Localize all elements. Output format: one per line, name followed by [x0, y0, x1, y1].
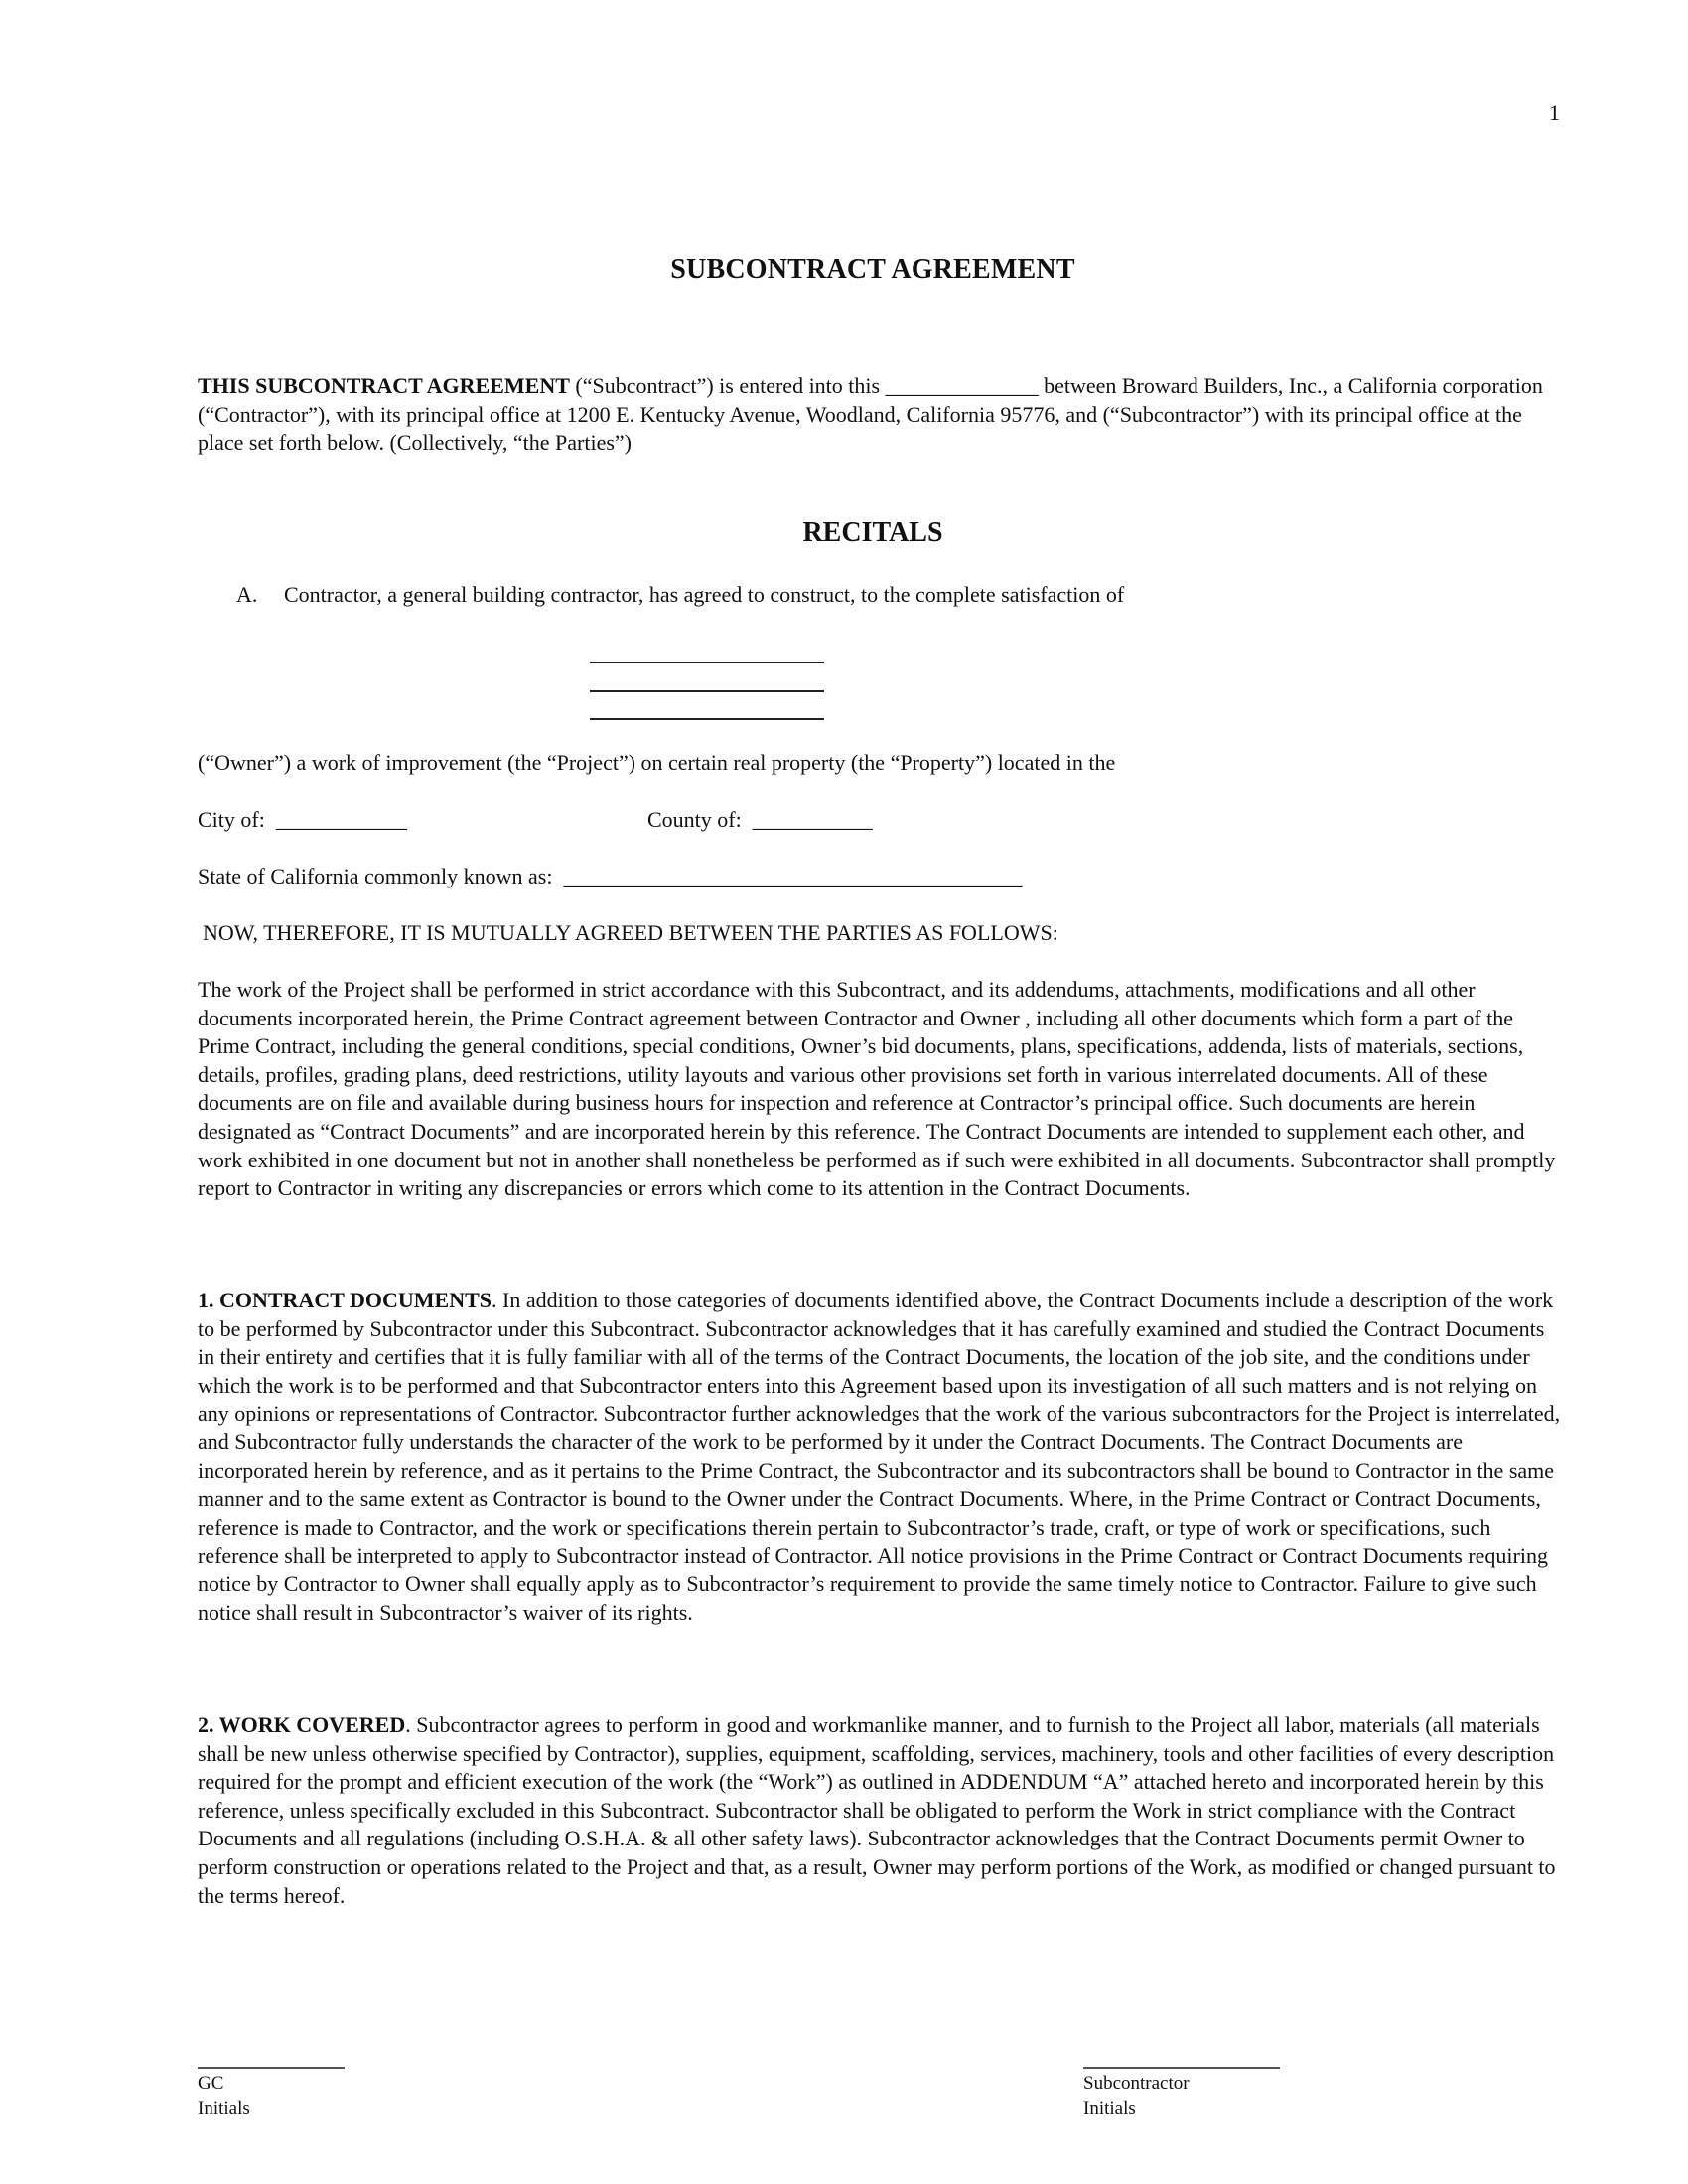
gc-initials-text: Initials	[198, 2098, 250, 2118]
city-label: City of:	[198, 807, 265, 832]
page-number: 1	[1549, 100, 1560, 125]
section-2-heading: 2. WORK COVERED	[198, 1712, 406, 1737]
work-paragraph: The work of the Project shall be performed in strict accordance with this Subcontract, and its addendums, attachments, modifications and all other documents incorporated herein, the Prime Contract agreement between Contractor and Owner , including all other documents which form a part of the Prime Contract, including the general conditions, special conditions, Owner’s bid documents, plans, specifications, addenda, lists of materials, sections, details, profiles, grading plans, deed restrictions, utility layouts and various other provisions set forth in various interrelated documents. All of these documents are on file and available during business hours for inspection and reference at Contractor’s principal office. Such documents are herein designated as “Contract Documents” and are incorporated herein by this reference. The Contract Documents are intended to supplement each other, and work exhibited in one document but not in another shall nonetheless be performed as if such were exhibited in all documents. Subcontractor shall promptly report to Contractor in writing any discrepancies or errors which come to its attention in the Contract Documents.	[198, 977, 1556, 1201]
recital-a-text: Contractor, a general building contractor, has agreed to construct, to the complete satisfaction of	[284, 582, 1125, 607]
state-label: State of California commonly known as:	[198, 864, 553, 888]
city-blank-field[interactable]: ____________	[264, 807, 407, 832]
recital-a	[236, 581, 1124, 610]
document-title: SUBCONTRACT AGREEMENT	[670, 254, 1075, 285]
intro-lead: THIS SUBCONTRACT AGREEMENT	[198, 373, 570, 398]
owner-blank-line-1[interactable]	[590, 662, 824, 663]
subcontractor-label: Subcontractor	[1083, 2073, 1190, 2094]
gc-initials-line[interactable]	[198, 2067, 345, 2069]
intro-text-2: between Broward Builders, Inc., a California corporation (“Contractor”), with its principal office at 1200 E. Kentucky Avenue, Woodland, California 95776, and (“Subcontractor”) with its principal office at the place set forth below. (Collectively, “the Parties”)	[198, 373, 1543, 456]
gc-initials-label	[198, 2071, 250, 2120]
owner-blank-line-3[interactable]	[590, 718, 824, 720]
city-row	[198, 806, 407, 835]
state-row	[198, 863, 1022, 891]
subcontractor-initials-text: Initials	[1083, 2098, 1136, 2118]
recital-a-letter: A.	[236, 582, 258, 607]
recitals-heading: RECITALS	[802, 517, 943, 548]
county-label: County of:	[647, 807, 742, 832]
section-contract-documents	[198, 1287, 1566, 1627]
intro-paragraph	[198, 372, 1568, 458]
section-2-body: . Subcontractor agrees to perform in good and workmanlike manner, and to furnish to the Project all labor, materials (all materials shall be new unless otherwise specified by Contractor), supplies, equipment, scaffolding, services, machinery, tools and other facilities of every description required for the prompt and efficient execution of the work (the “Work”) as outlined in ADDENDUM “A” attached hereto and incorporated herein by this reference, unless specifically excluded in this Subcontract. Subcontractor shall be obligated to perform the Work in strict compliance with the Contract Documents and all regulations (including O.S.H.A. & all other safety laws). Subcontractor acknowledges that the Contract Documents permit Owner to perform construction or operations related to the Project and that, as a result, Owner may perform portions of the Work, as modified or changed pursuant to the terms hereof.	[198, 1712, 1556, 1908]
county-row	[647, 806, 873, 835]
now-therefore-statement: NOW, THEREFORE, IT IS MUTUALLY AGREED BETWEEN THE PARTIES AS FOLLOWS:	[203, 920, 1058, 945]
owner-text: (“Owner”) a work of improvement (the “Project”) on certain real property (the “Property”) located in the	[198, 751, 1116, 775]
date-blank-field[interactable]: ______________	[885, 373, 1039, 398]
subcontractor-initials-label	[1083, 2071, 1190, 2120]
property-address-blank-field[interactable]: __________________________________________	[552, 864, 1023, 888]
section-1-body: . In addition to those categories of documents identified above, the Contract Documents include a description of the work to be performed by Subcontractor under this Subcontract. Subcontractor acknowledges that it has carefully examined and studied the Contract Documents in their entirety and certifies that it is fully familiar with all of the terms of the Contract Documents, the location of the job site, and the conditions under which the work is to be performed and that Subcontractor enters into this Agreement based upon its investigation of all such matters and is not relying on any opinions or representations of Contractor. Subcontractor further acknowledges that the work of the various subcontractors for the Project is interrelated, and Subcontractor fully understands the character of the work to be performed by it under the Contract Documents. The Contract Documents are incorporated herein by reference, and as it pertains to the Prime Contract, the Subcontractor and its subcontractors shall be bound to Contractor in the same manner and to the same extent as Contractor is bound to the Owner under the Contract Documents. Where, in the Prime Contract or Contract Documents, reference is made to Contractor, and the work or specifications therein pertain to Subcontractor’s trade, craft, or type of work or specifications, such reference shall be interpreted to apply to Subcontractor instead of Contractor. All notice provisions in the Prime Contract or Contract Documents requiring notice by Contractor to Owner shall equally apply as to Subcontractor’s requirement to provide the same timely notice to Contractor. Failure to give such notice shall result in Subcontractor’s waiver of its rights.	[198, 1288, 1561, 1625]
intro-text-1: (“Subcontract”) is entered into this	[569, 373, 886, 398]
gc-label: GC	[198, 2073, 224, 2094]
section-work-covered	[198, 1711, 1566, 1910]
section-1-heading: 1. CONTRACT DOCUMENTS	[198, 1288, 492, 1312]
county-blank-field[interactable]: ___________	[741, 807, 873, 832]
owner-blank-line-2[interactable]	[590, 690, 824, 692]
subcontractor-initials-line[interactable]	[1083, 2067, 1280, 2069]
